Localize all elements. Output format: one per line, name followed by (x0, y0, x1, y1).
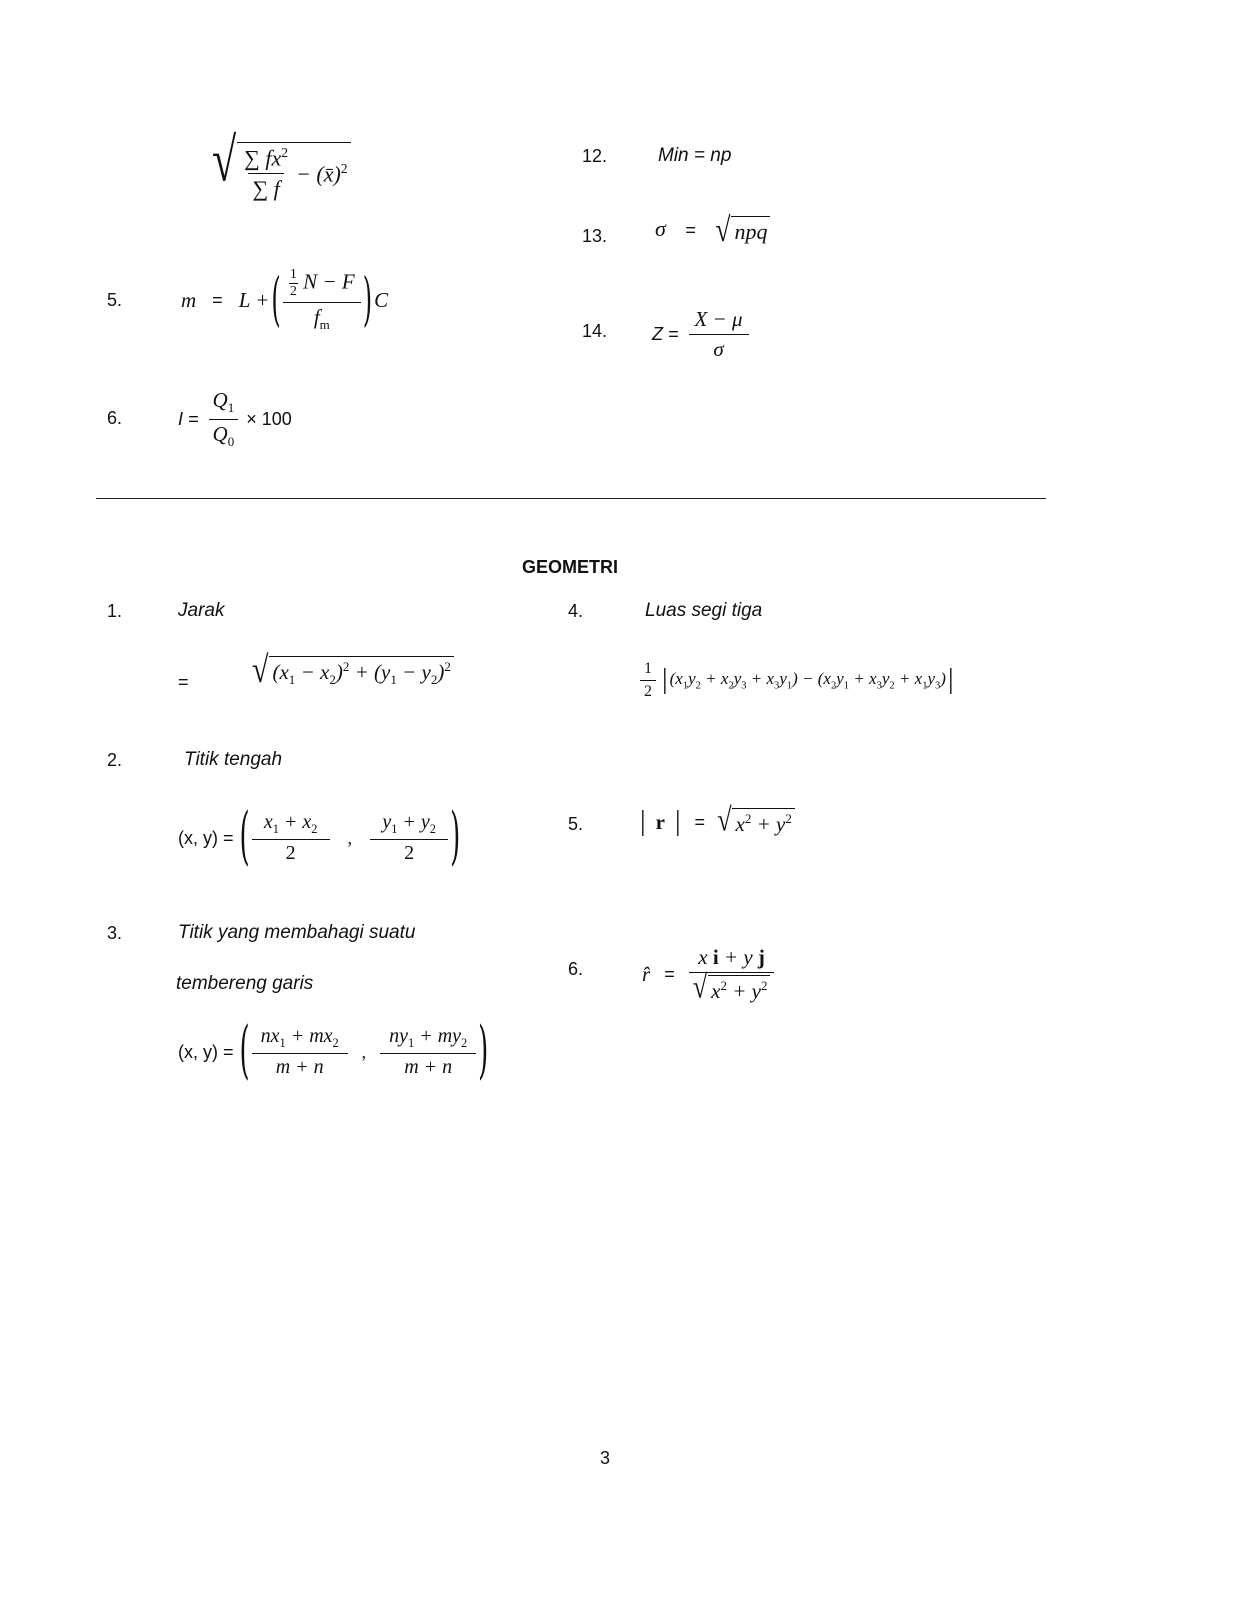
item-12-formula: Min = np (658, 145, 732, 166)
geo-1-equals: = (178, 672, 189, 692)
distance-formula: √ $(x_1 - x_2)^2 + (y_1 - y_2)^2$ (252, 656, 454, 688)
item-14-number: 14. (582, 321, 608, 341)
geo-5-number: 5. (568, 814, 584, 834)
z-score-formula: Z = $\frac{X - \mu}{\sigma}$ (652, 305, 749, 363)
triangle-area-formula: $\frac{1}{2}$ | $(x_1y_2 + x_2y_3 + x_3y_1) - (x_2y_1 + x_3y_2 + x_1y_3)$ | (640, 654, 954, 706)
geo-3-label-line2: tembereng garis (176, 973, 314, 994)
geo-3-number: 3. (107, 923, 123, 943)
section-title: GEOMETRI (522, 557, 619, 577)
item-12-number: 12. (582, 146, 608, 166)
geo-2-label: Titik tengah (184, 749, 283, 770)
magnitude-formula: | r | = √ $x^2 + y^2$ (640, 800, 795, 844)
geo-3-label-line1: Titik yang membahagi suatu (178, 922, 416, 943)
geo-2-number: 2. (107, 750, 123, 770)
index-formula: I = $\frac{Q_1}{Q_0}$ × 100 (178, 388, 292, 449)
geo-4-number: 4. (568, 601, 584, 621)
section-ratio-formula: (x, y) = ( $\frac{nx_1 + mx_2}{m + n}$ , $\frac{ny_1 + my_2}{m + n}$ ) (178, 1016, 489, 1088)
item-6-number: 6. (107, 408, 123, 428)
unit-vector-formula: r̂ = x i + y j √ $x^2 + y^2$ (642, 938, 774, 1010)
item-5-number: 5. (107, 290, 123, 310)
sd-formula: √ $\frac{\sum fx^2}{\sum f}$ − (x̄)$^2$ (212, 142, 351, 202)
item-13-formula: σ = √ npq (655, 216, 770, 245)
median-formula: m = L + ( $\frac{1}{2}$ N − F $f_m$ ) C (181, 266, 389, 334)
geo-1-label: Jarak (178, 600, 225, 621)
geo-6-number: 6. (568, 959, 584, 979)
section-divider (96, 498, 1046, 499)
item-13-number: 13. (582, 226, 608, 246)
geo-4-label: Luas segi tiga (645, 600, 763, 621)
page-number: 3 (600, 1448, 611, 1468)
geo-1-number: 1. (107, 601, 123, 621)
midpoint-formula: (x, y) = ( $\frac{x_1 + x_2}{2}$ , $\frac{y_1 + y_2}{2}$ ) (178, 802, 461, 874)
